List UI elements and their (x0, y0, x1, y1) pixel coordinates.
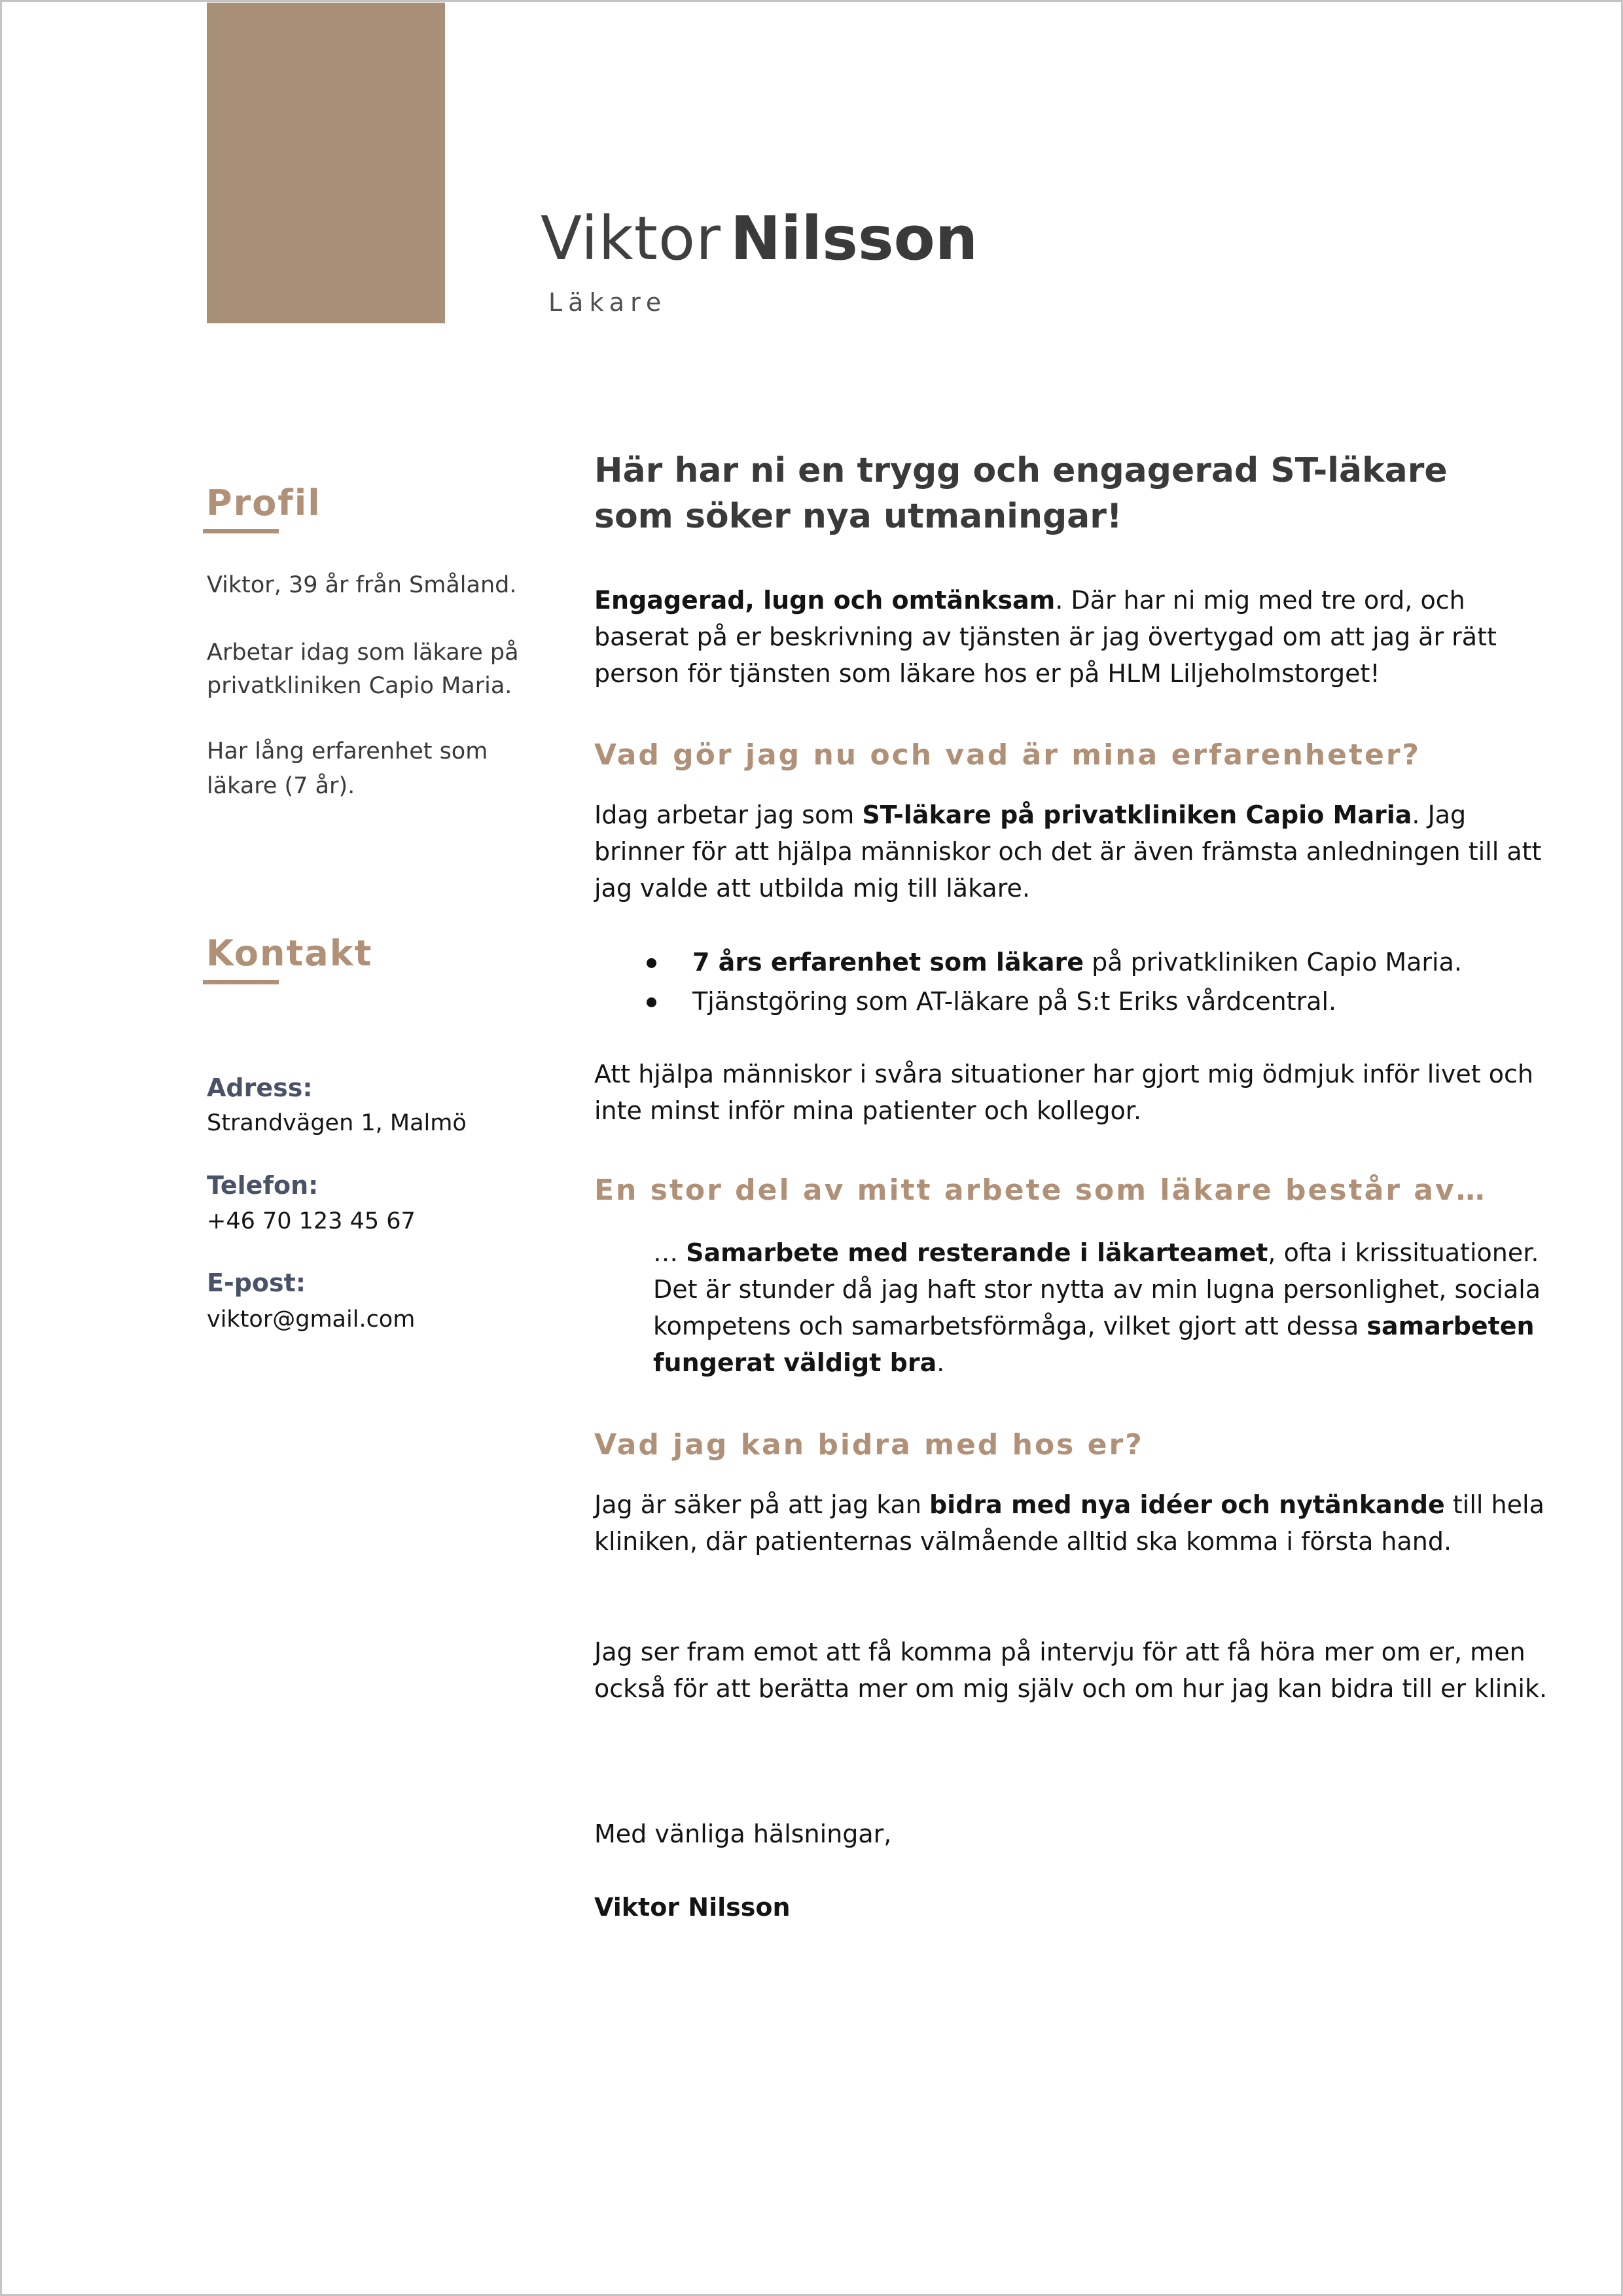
address-label: Adress: (207, 1073, 313, 1102)
profile-line-work-1: Arbetar idag som läkare på (207, 639, 519, 666)
experience-text-post: . Jag brinner för att hjälpa människor och det är även främsta anledningen till att jag valde att utbilda mig till läkare. (594, 800, 1542, 903)
contribution-heading: Vad jag kan bidra med hos er? (594, 1428, 1144, 1462)
email-value: viktor@gmail.com (207, 1306, 416, 1333)
experience-bold: ST-läkare på privatkliniken Capio Maria (862, 800, 1412, 829)
letter-headline: Här har ni en trygg och engagerad ST-läkare som söker nya utmaningar! (594, 451, 1448, 536)
closing-greeting: Med vänliga hälsningar, (594, 1820, 892, 1848)
first-name: Viktor (541, 204, 721, 274)
profile-line-experience-2: läkare (7 år). (207, 773, 355, 799)
contribution-bold: bidra med nya idéer och nytänkande (929, 1490, 1445, 1519)
experience-paragraph (594, 797, 1556, 906)
contact-heading: Kontakt (206, 933, 373, 974)
contribution-paragraph (594, 1486, 1556, 1560)
signature: Viktor Nilsson (594, 1893, 791, 1922)
contribution-text-post: till hela kliniken, där patienternas välmående alltid ska komma i första hand. (594, 1490, 1544, 1556)
quote-ellipsis: … (653, 1238, 687, 1267)
job-title: Läkare (548, 288, 668, 317)
contact-heading-underline (203, 980, 279, 984)
work-quote-paragraph (653, 1234, 1556, 1381)
quote-text-end: . (936, 1348, 945, 1377)
humility-paragraph: Att hjälpa människor i svåra situationer har gjort mig ödmjuk inför livet och inte minst inför mina patienter och kollegor. (594, 1060, 1533, 1125)
profile-line-work-2: privatkliniken Capio Maria. (207, 673, 512, 699)
experience-list (594, 942, 1556, 1021)
list-item (594, 942, 1556, 982)
address-value: Strandvägen 1, Malmö (207, 1110, 467, 1136)
email-label: E-post: (207, 1268, 306, 1297)
experience-heading: Vad gör jag nu och vad är mina erfarenheter? (594, 738, 1421, 772)
intro-text: . Där har ni mig med tre ord, och baserat på er beskrivning av tjänsten är jag övertygad om att jag är rätt person för tjänsten som läkare hos er på HLM Liljeholmstorget! (594, 586, 1497, 688)
last-name: Nilsson (730, 204, 978, 274)
intro-bold: Engagerad, lugn och omtänksam (594, 586, 1056, 615)
bullet-2-text: Tjänstgöring som AT-läkare på S:t Eriks vårdcentral. (692, 987, 1337, 1016)
quote-bold-1: Samarbete med resterande i läkarteamet (686, 1238, 1268, 1267)
phone-label: Telefon: (207, 1171, 319, 1200)
quote-bold-2: samarbeten fungerat väldigt bra (653, 1312, 1535, 1377)
experience-text-pre: Idag arbetar jag som (594, 800, 863, 829)
profile-heading-underline (203, 529, 279, 533)
quote-text-mid: , ofta i krissituationer. Det är stunder då jag haft stor nytta av min lugna personlighet, sociala kompetens och samarbetsförmåga, vilket gjort att dessa (653, 1238, 1541, 1340)
bullet-1-bold: 7 års erfarenhet som läkare (692, 948, 1084, 977)
profile-heading: Profil (206, 482, 321, 524)
contribution-text-pre: Jag är säker på att jag kan (594, 1490, 929, 1519)
intro-paragraph (594, 582, 1556, 692)
profile-photo-placeholder (207, 3, 445, 323)
bullet-1-text: på privatkliniken Capio Maria. (1084, 948, 1462, 977)
profile-line-experience-1: Har lång erfarenhet som (207, 738, 488, 764)
list-item (594, 982, 1556, 1021)
phone-value: +46 70 123 45 67 (207, 1208, 416, 1234)
profile-line-age: Viktor, 39 år från Småland. (207, 572, 517, 598)
work-heading: En stor del av mitt arbete som läkare består av… (594, 1174, 1487, 1207)
closing-paragraph: Jag ser fram emot att få komma på intervju för att få höra mer om er, men också för att berätta mer om mig själv och om hur jag kan bidra till er klinik. (594, 1638, 1548, 1703)
